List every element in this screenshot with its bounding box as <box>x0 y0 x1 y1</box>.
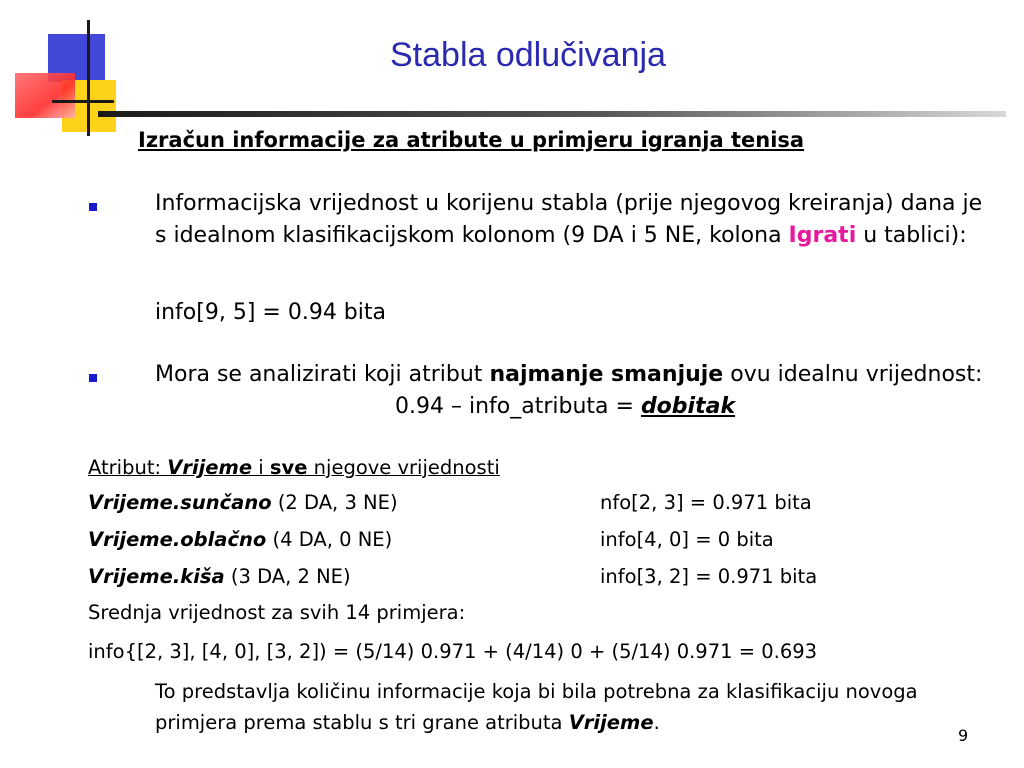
attribute-name: Vrijeme <box>167 456 253 479</box>
bullet-2-text <box>155 359 985 391</box>
bullet-1-text-b: u tablici): <box>856 223 967 248</box>
bullet-1-formula: info[9, 5] = 0.94 bita <box>155 300 386 325</box>
attribute-suffix: njegove vrijednosti <box>307 456 500 479</box>
row-info: info[3, 2] = 0.971 bita <box>600 565 818 588</box>
row-name: Vrijeme.kiša <box>88 565 225 588</box>
row-counts: (3 DA, 2 NE) <box>224 565 351 588</box>
row-counts: (4 DA, 0 NE) <box>266 528 393 551</box>
bullet-2-formula-a: 0.94 – info_atributa = <box>395 394 641 419</box>
attribute-label-prefix: Atribut: <box>88 456 168 479</box>
row-oblacno <box>88 527 392 553</box>
row-name: Vrijeme.sunčano <box>88 491 272 514</box>
attribute-heading <box>88 455 500 481</box>
bullet-2-text-a: Mora se analizirati koji atribut <box>155 362 490 387</box>
title-underline-bar <box>98 111 1006 117</box>
page-number: 9 <box>958 726 969 745</box>
attribute-sve: sve <box>269 456 308 479</box>
slide-subtitle: Izračun informacije za atribute u primjeru igranja tenisa <box>138 128 805 152</box>
slide-title: Stabla odlučivanja <box>390 36 666 74</box>
bullet-1-text <box>155 188 985 252</box>
row-info: info[4, 0] = 0 bita <box>600 528 774 551</box>
logo-vertical-line <box>87 20 90 136</box>
attribute-conj: i <box>252 456 270 479</box>
row-info: nfo[2, 3] = 0.971 bita <box>600 491 812 514</box>
row-kisa <box>88 564 351 590</box>
bullet-2-text-b: ovu idealnu vrijednost: <box>723 362 983 387</box>
conclusion-text <box>155 676 965 738</box>
conclusion-text-a: To predstavlja količinu informacije koja bi bila potrebna za klasifikaciju novoga primjera prema stablu s tri grane atributa <box>155 680 918 734</box>
bullet-2-bold: najmanje smanjuje <box>489 362 724 387</box>
conclusion-text-b: . <box>653 711 660 734</box>
bullet-1-text-a: Informacijska vrijednost u korijenu stabla (prije njegovog kreiranja) dana je s idealnom klasifikacijskom kolonom (9 DA i 5 NE, kolona <box>155 191 983 248</box>
bullet-square-icon <box>89 374 97 382</box>
average-formula: info{[2, 3], [4, 0], [3, 2]) = (5/14) 0.971 + (4/14) 0 + (5/14) 0.971 = 0.693 <box>88 640 818 663</box>
row-counts: (2 DA, 3 NE) <box>271 491 398 514</box>
logo-red-square <box>15 73 75 118</box>
row-suncano <box>88 490 398 516</box>
bullet-square-icon <box>89 203 97 211</box>
row-name: Vrijeme.oblačno <box>88 528 267 551</box>
bullet-2-formula <box>395 391 895 423</box>
bullet-1-highlight: Igrati <box>788 223 857 248</box>
conclusion-emph: Vrijeme <box>568 711 654 734</box>
logo-horizontal-line <box>52 100 114 103</box>
bullet-2-emph: dobitak <box>640 394 736 419</box>
average-label: Srednja vrijednost za svih 14 primjera: <box>88 601 466 624</box>
